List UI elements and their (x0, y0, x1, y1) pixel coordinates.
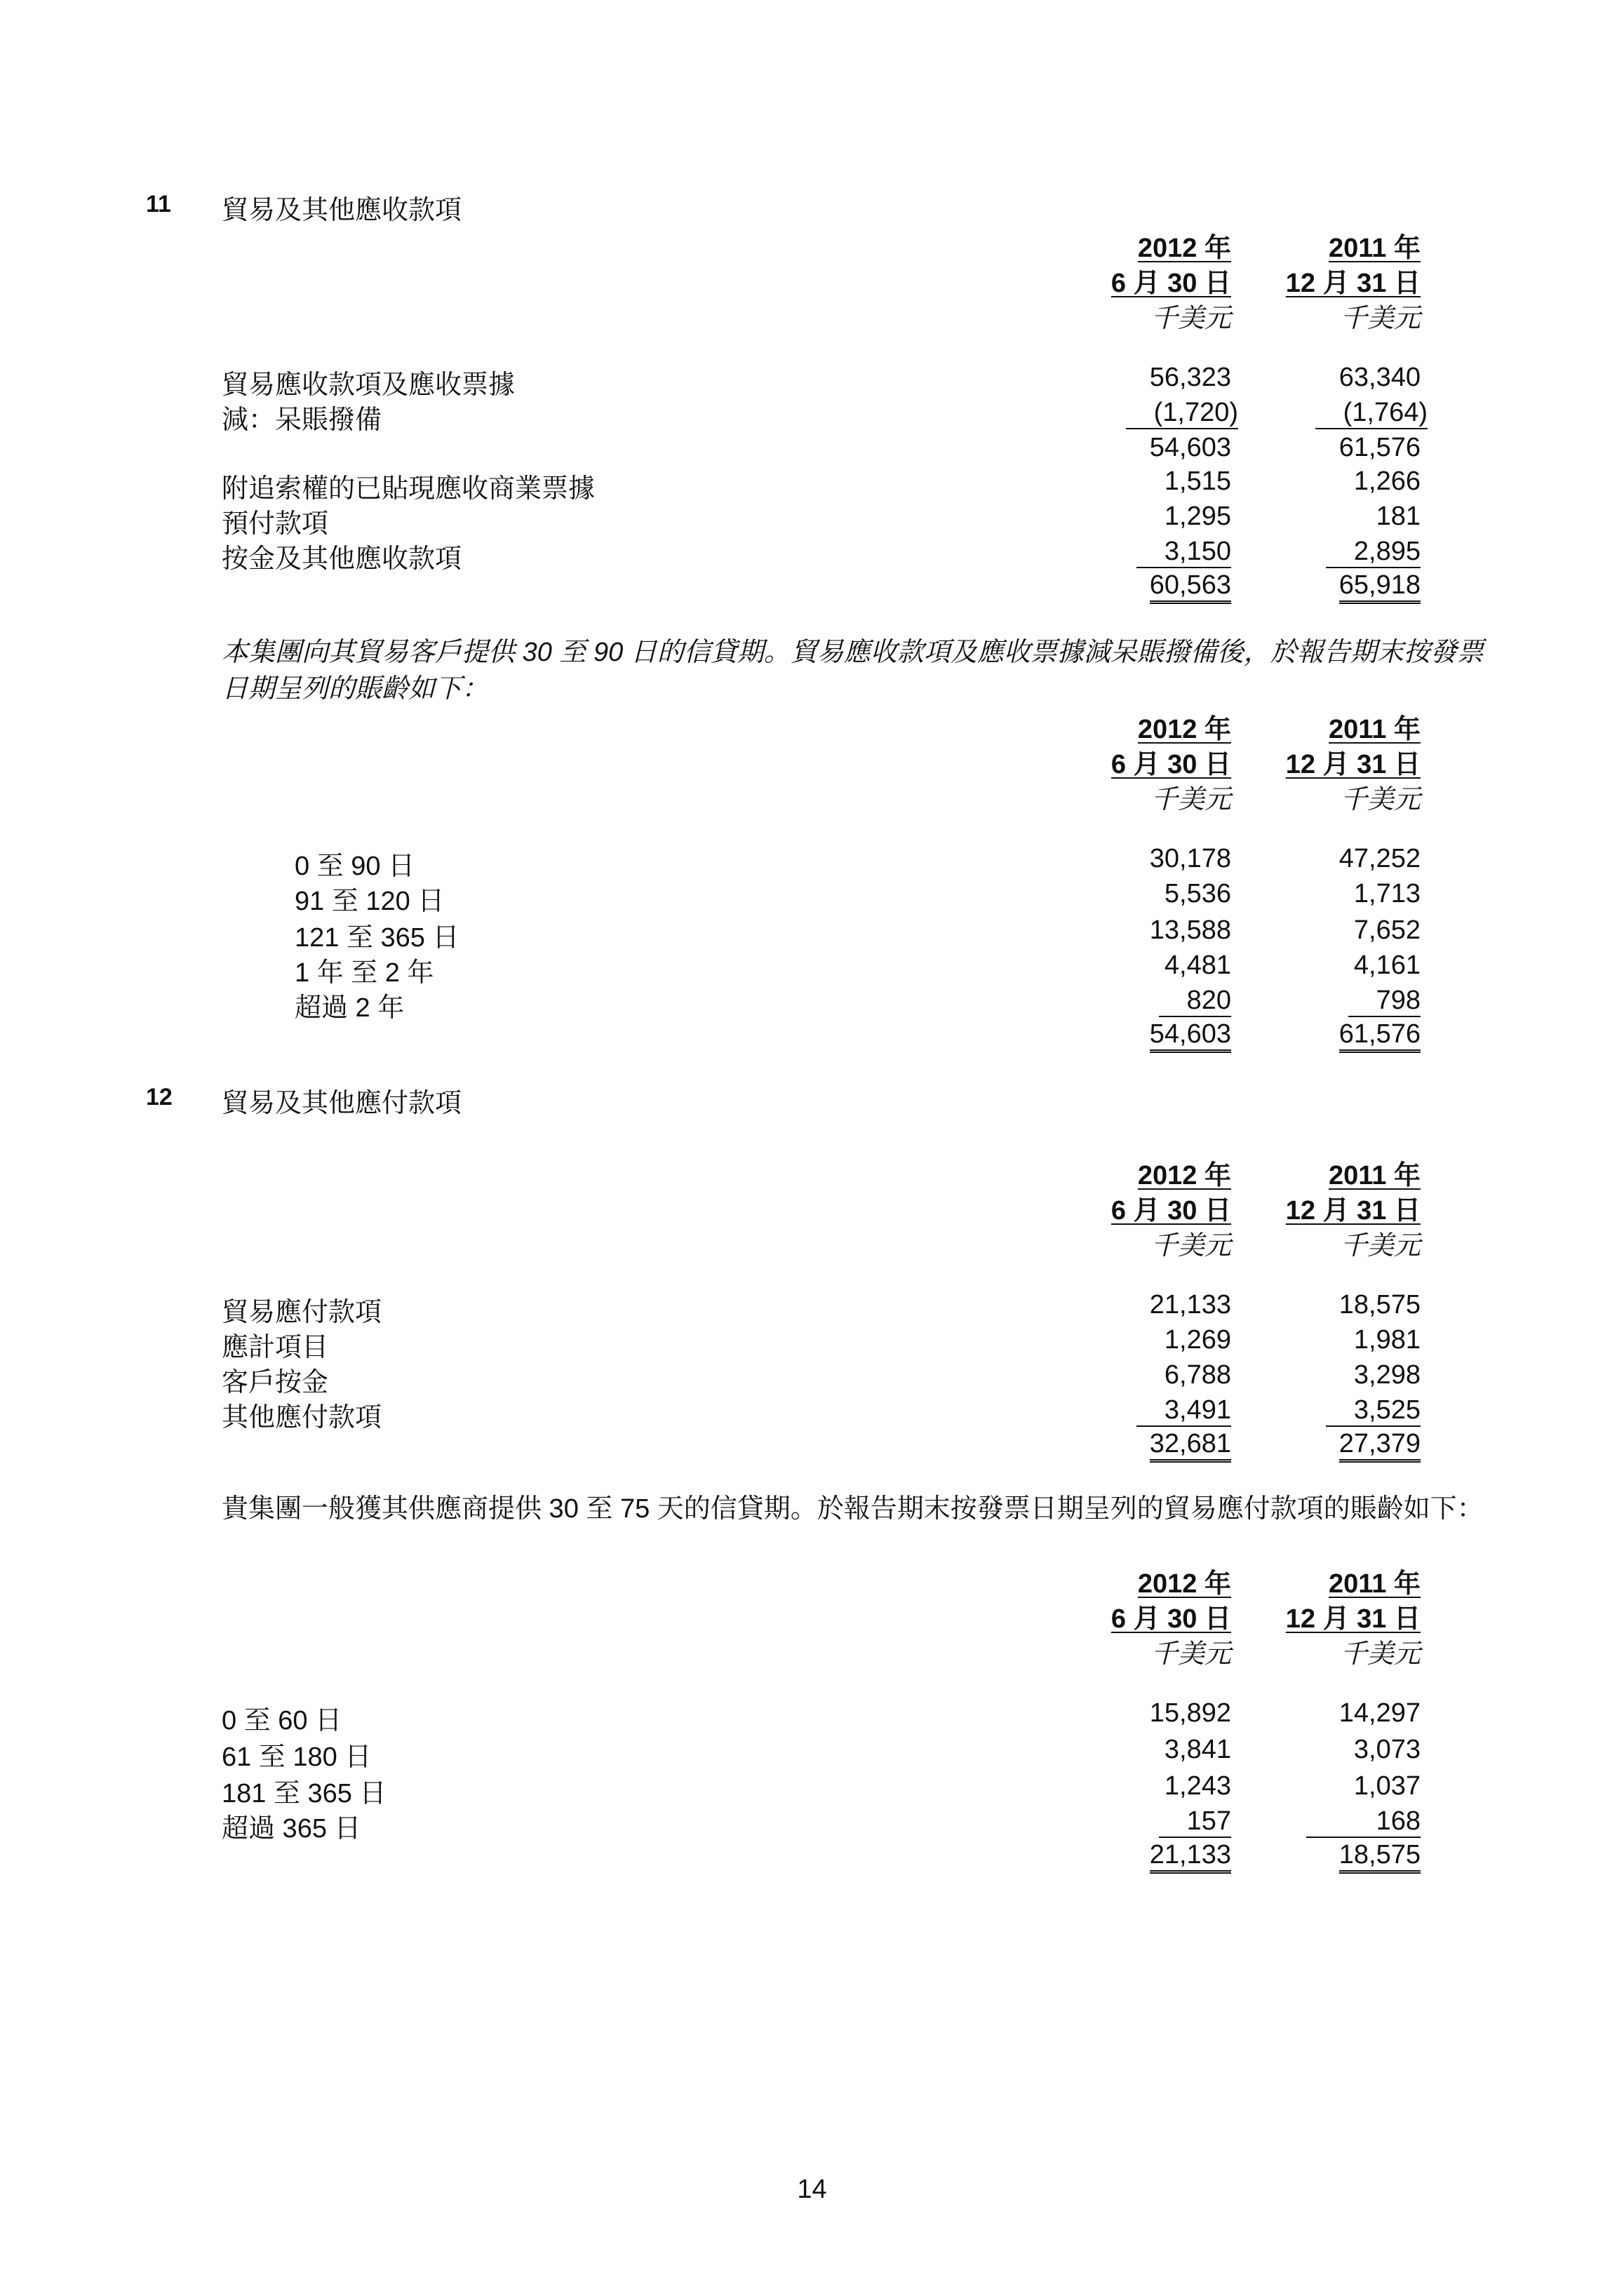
table-row (0, 398, 1624, 433)
table-row (0, 1325, 1624, 1360)
payables-aging-note: 貴集團一般獲其供應商提供 30 至 75 天的信貸期。於報告期末按發票日期呈列的貿易應付款項的賬齡如下： (222, 1494, 1484, 1524)
value-2012: 157 (1159, 1806, 1231, 1838)
aging-row (0, 1735, 1624, 1770)
value-2012: 1,295 (1164, 502, 1231, 531)
value-2011: 14,297 (1338, 1698, 1421, 1728)
col1-year: 2012 年 (1137, 1569, 1231, 1599)
table-row (0, 1395, 1624, 1430)
value-2011: 61,576 (1338, 433, 1421, 462)
col2-year: 2011 年 (1329, 234, 1421, 263)
value-2012: 3,491 (1136, 1395, 1231, 1427)
col2-unit: 千美元 (1340, 1639, 1421, 1669)
value-2012: 3,150 (1136, 537, 1231, 568)
aging-row (0, 951, 1624, 986)
value-2011: 181 (1376, 502, 1421, 531)
value-2011: 798 (1348, 986, 1421, 1017)
total-2011: 65,918 (1339, 570, 1421, 604)
row-label: 按金及其他應收款項 (222, 544, 462, 574)
row-label: 0 至 90 日 (295, 852, 415, 881)
table-row (0, 466, 1624, 502)
col2-year: 2011 年 (1329, 715, 1421, 744)
table-row (0, 1290, 1624, 1325)
row-label: 181 至 365 日 (222, 1779, 387, 1808)
value-2012: 13,588 (1149, 915, 1231, 945)
total-2011: 61,576 (1339, 1019, 1421, 1053)
col2-date: 12 月 31 日 (1285, 1604, 1421, 1634)
total-row (0, 1429, 1624, 1464)
col1-unit: 千美元 (1150, 1231, 1231, 1261)
row-label: 客戶按金 (222, 1368, 329, 1397)
subtotal-row (0, 433, 1624, 468)
col2-unit: 千美元 (1340, 1231, 1421, 1261)
total-2011: 18,575 (1339, 1840, 1421, 1874)
value-2011: 47,252 (1338, 844, 1421, 873)
value-2012: 3,841 (1164, 1735, 1231, 1764)
row-label: 應計項目 (222, 1333, 329, 1362)
section-11-title: 貿易及其他應收款項 (222, 196, 462, 225)
value-2011: 3,298 (1353, 1360, 1421, 1390)
table-row (0, 502, 1624, 537)
receivables-aging-note: 本集團向其貿易客戶提供 30 至 90 日的信貸期。貿易應收款項及應收票據減呆賬撥備後，於報告期末按發票日期呈列的賬齡如下： (222, 638, 1484, 704)
value-2012: 30,178 (1149, 844, 1231, 873)
value-2011: 1,037 (1353, 1771, 1421, 1801)
col2-unit: 千美元 (1340, 785, 1421, 814)
value-2011: 2,895 (1326, 537, 1421, 568)
col1-year: 2012 年 (1137, 234, 1231, 263)
aging-row (0, 1698, 1624, 1736)
aging-row (0, 879, 1624, 914)
row-label: 91 至 120 日 (295, 887, 445, 916)
col2-date: 12 月 31 日 (1285, 750, 1421, 779)
total-2011: 27,379 (1339, 1429, 1421, 1463)
aging-row (0, 1771, 1624, 1806)
col1-date: 6 月 30 日 (1110, 1604, 1231, 1634)
row-label: 減：呆賬撥備 (222, 405, 382, 435)
section-12-title: 貿易及其他應付款項 (222, 1089, 462, 1118)
value-2011: (1,764) (1315, 398, 1428, 429)
value-2012: 56,323 (1149, 363, 1231, 392)
value-2012: 1,269 (1164, 1325, 1231, 1355)
row-label: 121 至 365 日 (295, 923, 459, 953)
col1-year: 2012 年 (1137, 715, 1231, 744)
value-2011: 1,713 (1353, 879, 1421, 908)
row-label: 附追索權的已貼現應收商業票據 (222, 474, 596, 504)
total-2012: 21,133 (1150, 1840, 1231, 1874)
aging-row (0, 844, 1624, 879)
row-label: 貿易應收款項及應收票據 (222, 370, 516, 400)
section-11-number: 11 (146, 191, 171, 217)
value-2012: 4,481 (1164, 951, 1231, 980)
value-2011: 3,073 (1353, 1735, 1421, 1764)
col2-year: 2011 年 (1329, 1569, 1421, 1599)
total-2012: 60,563 (1150, 570, 1231, 604)
value-2011: 18,575 (1338, 1290, 1421, 1320)
row-label: 預付款項 (222, 509, 329, 539)
aging-row (0, 986, 1624, 1021)
col1-unit: 千美元 (1150, 785, 1231, 814)
col1-year: 2012 年 (1137, 1161, 1231, 1190)
total-2012: 54,603 (1150, 1019, 1231, 1053)
col2-year: 2011 年 (1329, 1161, 1421, 1190)
table-row (0, 537, 1624, 572)
row-label: 0 至 60 日 (222, 1706, 342, 1736)
page-number: 14 (797, 2175, 827, 2204)
col1-date: 6 月 30 日 (1110, 750, 1231, 779)
table-row (0, 1360, 1624, 1395)
value-2012: 1,243 (1164, 1771, 1231, 1801)
total-2012: 32,681 (1150, 1429, 1231, 1463)
col2-date: 12 月 31 日 (1285, 1196, 1421, 1226)
col1-date: 6 月 30 日 (1110, 269, 1231, 298)
value-2012: 6,788 (1164, 1360, 1231, 1390)
value-2011: 7,652 (1353, 915, 1421, 945)
value-2012: 21,133 (1149, 1290, 1231, 1320)
value-2012: 1,515 (1164, 466, 1231, 496)
row-label: 貿易應付款項 (222, 1298, 382, 1327)
total-row (0, 570, 1624, 605)
value-2011: 3,525 (1326, 1395, 1421, 1427)
col2-unit: 千美元 (1340, 304, 1421, 333)
value-2011: 1,981 (1353, 1325, 1421, 1355)
col2-date: 12 月 31 日 (1285, 269, 1421, 298)
value-2012: 5,536 (1164, 879, 1231, 908)
value-2012: (1,720) (1126, 398, 1238, 429)
row-label: 其他應付款項 (222, 1403, 382, 1432)
value-2011: 1,266 (1353, 466, 1421, 496)
aging-row (0, 1806, 1624, 1844)
value-2011: 4,161 (1353, 951, 1421, 980)
section-12-number: 12 (146, 1084, 173, 1110)
row-label: 61 至 180 日 (222, 1743, 372, 1772)
row-label: 超過 2 年 (295, 993, 405, 1023)
col1-unit: 千美元 (1150, 304, 1231, 333)
table-row (0, 363, 1624, 398)
row-label: 超過 365 日 (222, 1814, 361, 1844)
value-2012: 820 (1159, 986, 1231, 1017)
aging-row (0, 915, 1624, 951)
total-row (0, 1840, 1624, 1875)
value-2012: 15,892 (1149, 1698, 1231, 1728)
total-row (0, 1019, 1624, 1054)
row-label: 1 年 至 2 年 (295, 958, 434, 988)
col1-unit: 千美元 (1150, 1639, 1231, 1669)
value-2011: 63,340 (1338, 363, 1421, 392)
col1-date: 6 月 30 日 (1110, 1196, 1231, 1226)
value-2012: 54,603 (1149, 433, 1231, 462)
value-2011: 168 (1306, 1806, 1421, 1838)
